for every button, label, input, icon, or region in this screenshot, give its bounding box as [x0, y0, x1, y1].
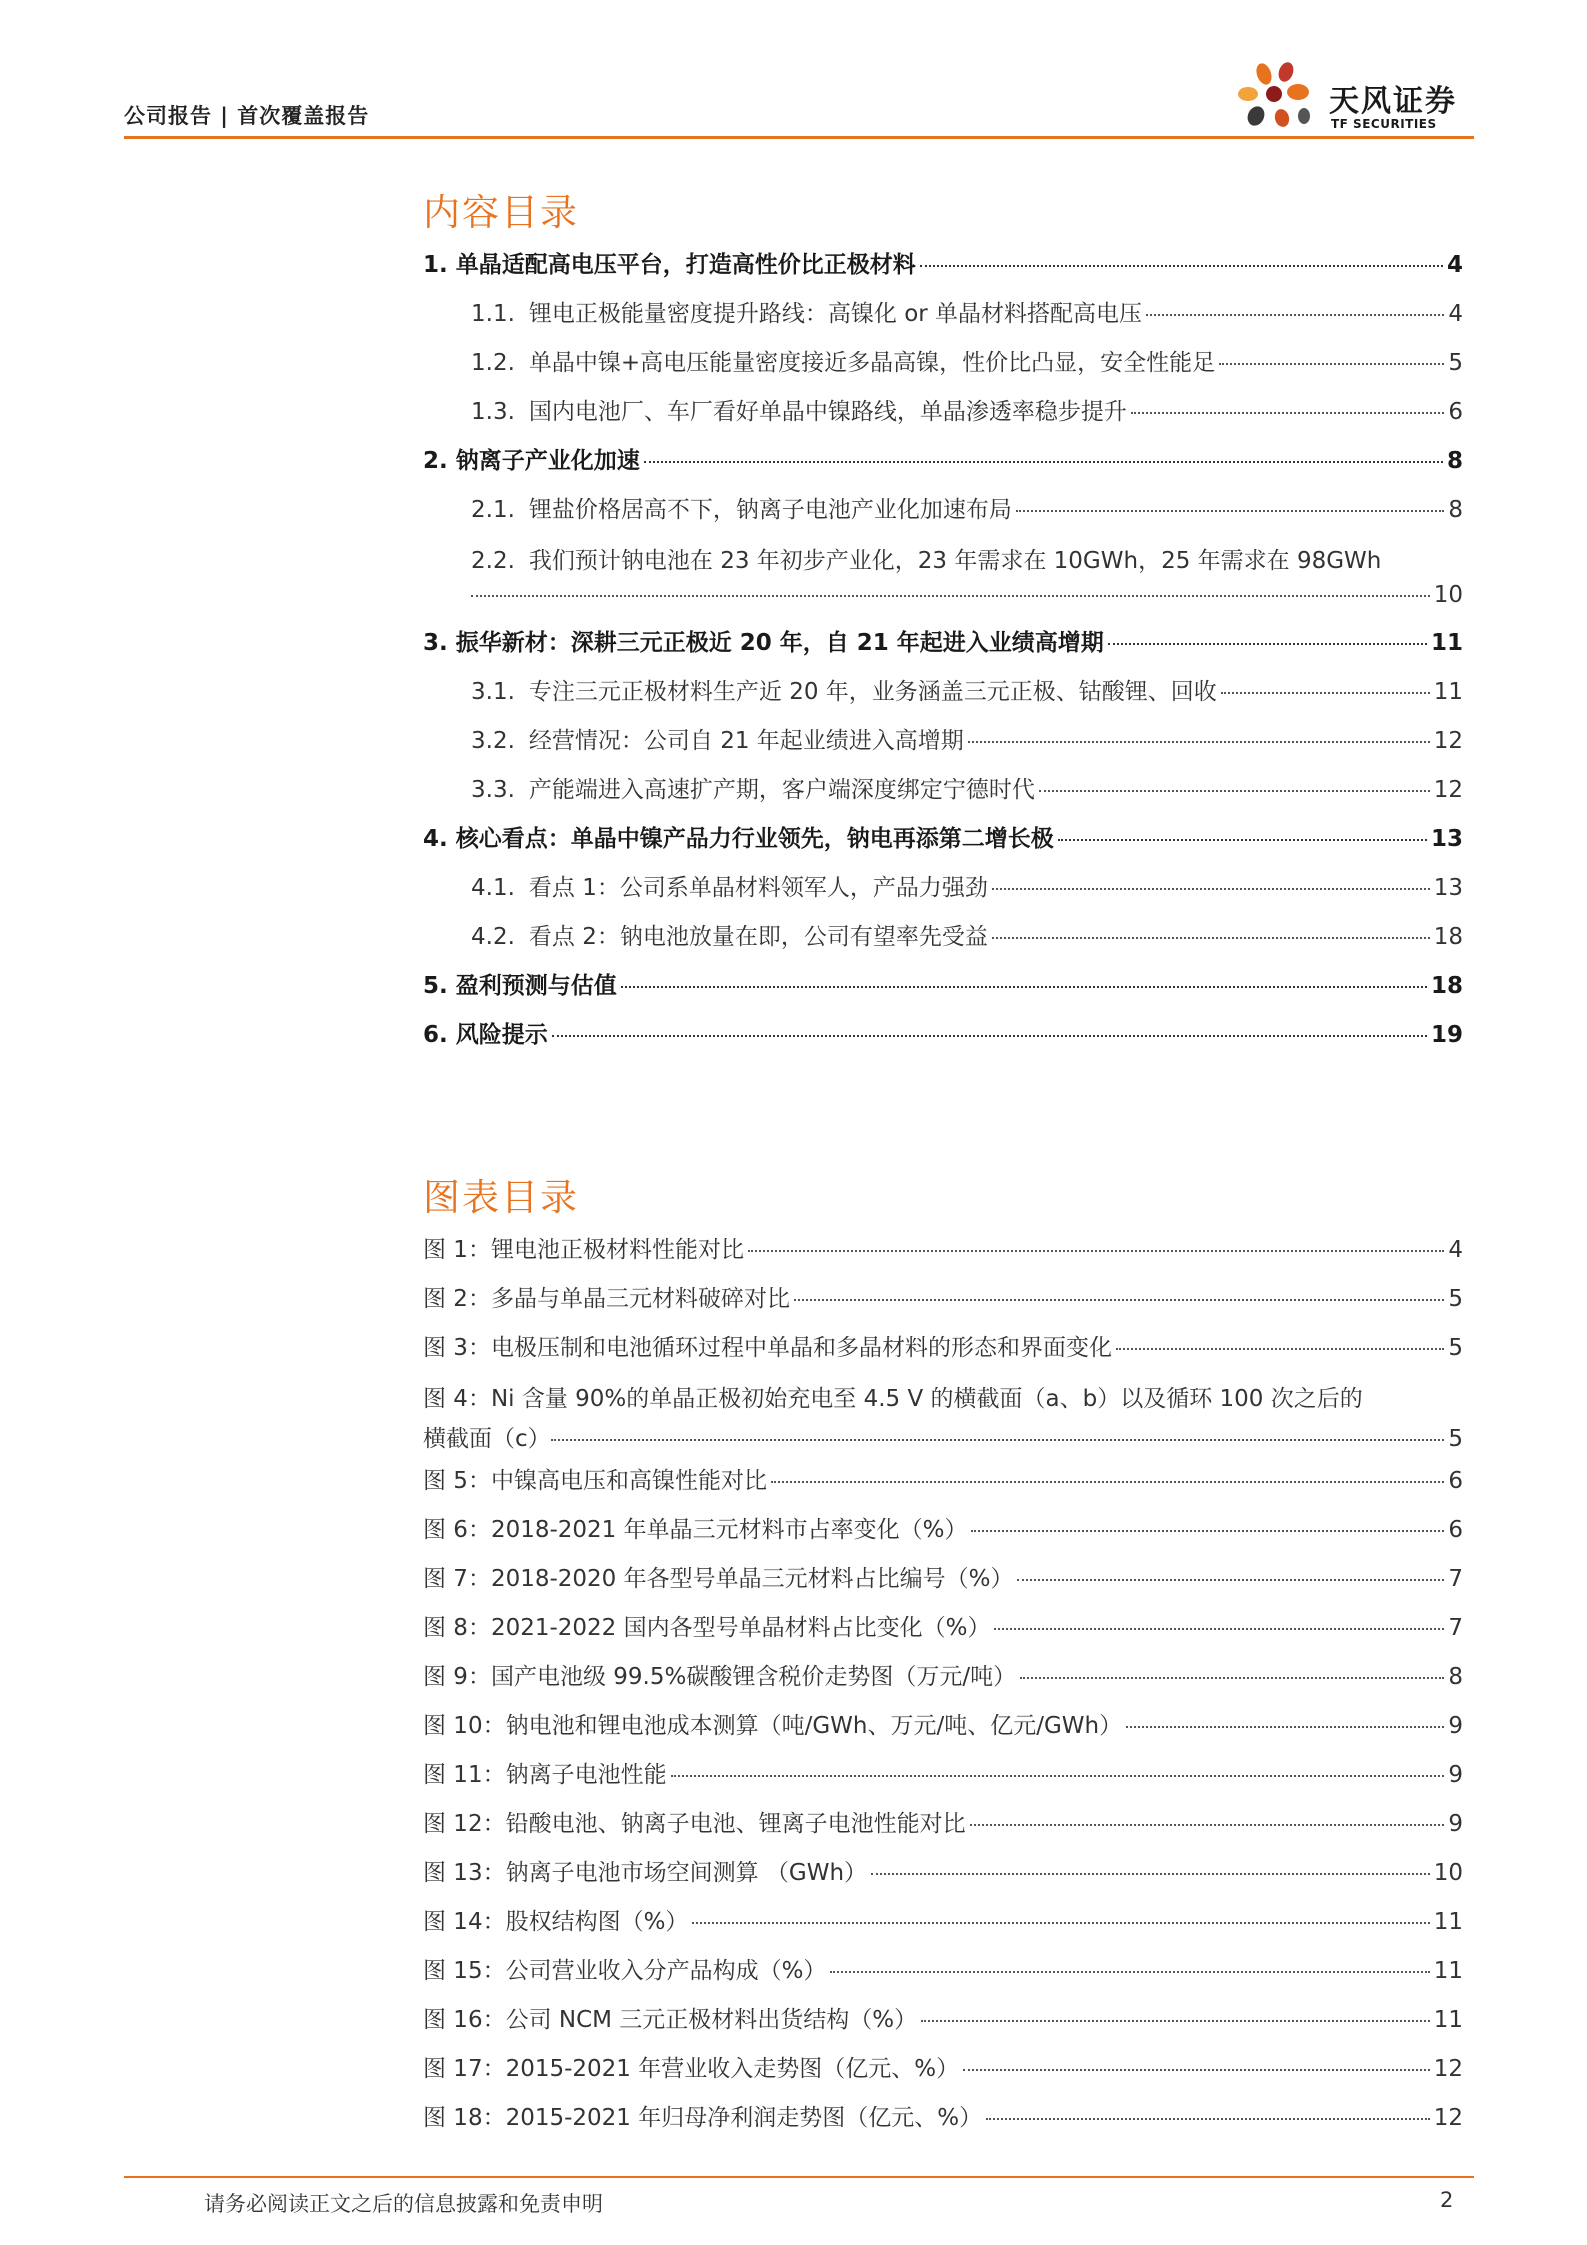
toc-entry-page: 8	[1446, 448, 1463, 474]
toc-entry-text: 专注三元正极材料生产近 20 年，业务涵盖三元正极、钴酸锂、回收	[528, 679, 1217, 705]
toc-entry-text: 我们预计钠电池在 23 年初步产业化，23 年需求在 10GWh，25 年需求在 98GWh	[528, 548, 1382, 574]
figure-entry-continuation	[423, 1420, 1463, 1453]
toc-leader-dots	[644, 461, 1443, 463]
figure-entry-page: 6	[1448, 1468, 1463, 1494]
figure-entry-page: 10	[1433, 1860, 1463, 1886]
flower-logo-icon	[1234, 60, 1326, 134]
toc-entry-page: 18	[1430, 973, 1463, 999]
figure-entry-text: 图 7：2018-2020 年各型号单晶三元材料占比编号（%）	[423, 1566, 1014, 1592]
toc-entry-text: 锂电正极能量密度提升路线：高镍化 or 单晶材料搭配高电压	[528, 301, 1143, 327]
toc-entry-number: 1.2.	[471, 350, 515, 376]
toc-entry-title	[423, 246, 916, 279]
figure-entry-page: 12	[1433, 2056, 1463, 2082]
toc-entry-title	[423, 624, 1104, 657]
figure-leader-dots	[970, 1824, 1445, 1826]
toc-entry-title	[423, 442, 640, 475]
figure-entry[interactable]	[423, 1462, 1463, 1511]
toc-entry-text: 看点 1：公司系单晶材料领军人，产品力强劲	[528, 875, 988, 901]
figure-entry-page: 7	[1448, 1615, 1463, 1641]
figure-entry[interactable]	[423, 1903, 1463, 1952]
toc-entry-page: 5	[1448, 350, 1463, 376]
toc-entry-text: 经营情况：公司自 21 年起业绩进入高增期	[528, 728, 964, 754]
figure-entry-text: 图 2：多晶与单晶三元材料破碎对比	[423, 1286, 790, 1312]
figure-entry[interactable]	[423, 1756, 1463, 1805]
toc-entry-page: 11	[1433, 679, 1463, 705]
toc-entry[interactable]	[423, 393, 1463, 442]
figure-leader-dots	[1126, 1726, 1444, 1728]
figure-entry[interactable]	[423, 1231, 1463, 1280]
toc-entry-number: 1.1.	[471, 301, 515, 327]
figure-entry-page: 5	[1448, 1286, 1463, 1312]
toc-entry-number: 1.3.	[471, 399, 515, 425]
figure-leader-dots	[771, 1481, 1444, 1483]
toc-entry[interactable]	[423, 967, 1463, 1016]
toc-entry-page: 13	[1433, 875, 1463, 901]
figure-list	[423, 1231, 1463, 2148]
company-logo	[1234, 60, 1474, 134]
toc-leader-dots	[1016, 510, 1444, 512]
figure-entry-text: 图 4：Ni 含量 90%的单晶正极初始充电至 4.5 V 的横截面（a、b）以及循环 100 次之后的	[423, 1386, 1363, 1412]
toc-leader-dots	[920, 265, 1443, 267]
figure-leader-dots	[830, 1971, 1429, 1973]
toc-entry-number: 3.	[423, 630, 448, 656]
figure-entry-text: 图 17：2015-2021 年营业收入走势图（亿元、%）	[423, 2056, 960, 2082]
header-title: 公司报告 | 首次覆盖报告	[124, 104, 370, 128]
figure-entry-text-cont: 横截面（c）	[423, 1426, 551, 1452]
toc-entry[interactable]	[423, 820, 1463, 869]
toc-entry-text: 单晶适配高电压平台，打造高性价比正极材料	[455, 252, 916, 278]
toc-leader-dots	[1039, 790, 1430, 792]
figure-entry[interactable]	[423, 2099, 1463, 2148]
toc-leader-dots	[552, 1035, 1427, 1037]
toc-entry-number: 4.	[423, 826, 448, 852]
figure-entry[interactable]	[423, 1854, 1463, 1903]
toc-entry[interactable]	[423, 771, 1463, 820]
toc-entry-title	[471, 393, 1127, 426]
figure-entry-text: 图 8：2021-2022 国内各型号单晶材料占比变化（%）	[423, 1615, 991, 1641]
footer-divider	[124, 2176, 1474, 2178]
figure-leader-dots	[1020, 1677, 1444, 1679]
toc-entry[interactable]	[423, 918, 1463, 967]
toc-leader-dots	[1221, 692, 1430, 694]
toc-entry-title	[471, 540, 1463, 576]
toc-leader-dots	[1108, 643, 1427, 645]
toc-entry-page: 11	[1430, 630, 1463, 656]
figure-entry[interactable]	[423, 1658, 1463, 1707]
figure-entry-text: 图 9：国产电池级 99.5%碳酸锂含税价走势图（万元/吨）	[423, 1664, 1017, 1690]
toc-entry-text: 钠离子产业化加速	[455, 448, 640, 474]
toc-entry-number: 2.	[423, 448, 448, 474]
toc-entry[interactable]	[423, 869, 1463, 918]
toc-entry[interactable]	[423, 344, 1463, 393]
toc-entry-number: 6.	[423, 1022, 448, 1048]
figure-entry[interactable]	[423, 1511, 1463, 1560]
toc-entry-number: 2.1.	[471, 497, 515, 523]
figure-entry-text: 图 10：钠电池和锂电池成本测算（吨/GWh、万元/吨、亿元/GWh）	[423, 1713, 1123, 1739]
toc-entry-page: 8	[1448, 497, 1463, 523]
figure-entry-page: 5	[1448, 1426, 1463, 1452]
toc-leader-dots	[1131, 412, 1444, 414]
toc-entry-text: 看点 2：钠电池放量在即，公司有望率先受益	[528, 924, 988, 950]
figure-entry[interactable]	[423, 2050, 1463, 2099]
toc-entry-page: 18	[1433, 924, 1463, 950]
figure-leader-dots	[748, 1250, 1444, 1252]
figure-entry-page: 7	[1448, 1566, 1463, 1592]
figure-entry[interactable]	[423, 1280, 1463, 1329]
toc-leader-dots	[1146, 314, 1444, 316]
figure-entry-page: 6	[1448, 1517, 1463, 1543]
toc-leader-dots	[621, 986, 1427, 988]
toc-entry-title	[471, 771, 1035, 804]
toc-entry-continuation	[471, 582, 1463, 608]
toc-entry-title	[471, 869, 988, 902]
toc-entry-text: 盈利预测与估值	[455, 973, 617, 999]
toc-entry-title	[471, 344, 1215, 377]
figure-entry-page: 4	[1448, 1237, 1463, 1263]
toc-entry-page: 10	[1433, 582, 1463, 608]
toc-entry-title	[471, 673, 1217, 706]
toc-entry-number: 3.3.	[471, 777, 515, 803]
toc-entry-page: 4	[1446, 252, 1463, 278]
figure-entry[interactable]	[423, 1560, 1463, 1609]
figure-entry-page: 11	[1433, 1909, 1463, 1935]
toc-leader-dots	[471, 595, 1430, 597]
toc-entry[interactable]	[423, 442, 1463, 491]
toc-entry-text: 锂盐价格居高不下，钠离子电池产业化加速布局	[528, 497, 1012, 523]
toc-entry-number: 4.1.	[471, 875, 515, 901]
figure-entry[interactable]	[423, 2001, 1463, 2050]
toc-entry-page: 4	[1448, 301, 1463, 327]
figure-entry-page: 11	[1433, 1958, 1463, 1984]
toc-entry-number: 5.	[423, 973, 448, 999]
figure-leader-dots	[921, 2020, 1430, 2022]
figure-entry-text: 图 6：2018-2021 年单晶三元材料市占率变化（%）	[423, 1517, 968, 1543]
figure-entry-page: 9	[1448, 1713, 1463, 1739]
toc-entry-title	[471, 918, 988, 951]
toc-entry-text: 产能端进入高速扩产期，客户端深度绑定宁德时代	[528, 777, 1035, 803]
toc-entry-title	[423, 1016, 548, 1049]
toc-entry-title	[471, 295, 1142, 328]
toc-entry-title	[423, 820, 1054, 853]
toc-entry-text: 国内电池厂、车厂看好单晶中镍路线，单晶渗透率稳步提升	[528, 399, 1127, 425]
toc-entry-page: 12	[1433, 777, 1463, 803]
toc-entry-page: 19	[1430, 1022, 1463, 1048]
figure-entry-text: 图 16：公司 NCM 三元正极材料出货结构（%）	[423, 2007, 918, 2033]
figure-leader-dots	[671, 1775, 1445, 1777]
figure-leader-dots	[994, 1628, 1444, 1630]
figure-entry-text: 图 15：公司营业收入分产品构成（%）	[423, 1958, 827, 1984]
toc-entry-text: 单晶中镍+高电压能量密度接近多晶高镍，性价比凸显，安全性能足	[528, 350, 1216, 376]
figure-entry[interactable]	[423, 1609, 1463, 1658]
figure-leader-dots	[1116, 1348, 1444, 1350]
figure-entry[interactable]	[423, 1378, 1463, 1462]
figure-leader-dots	[971, 1530, 1444, 1532]
figure-entry-text: 图 3：电极压制和电池循环过程中单晶和多晶材料的形态和界面变化	[423, 1335, 1112, 1361]
toc-entry-text: 振华新材：深耕三元正极近 20 年，自 21 年起进入业绩高增期	[455, 630, 1104, 656]
figure-leader-dots	[692, 1922, 1429, 1924]
figure-entry-page: 9	[1448, 1811, 1463, 1837]
toc-entry-number: 4.2.	[471, 924, 515, 950]
toc-entry-number: 2.2.	[471, 548, 515, 574]
figure-entry-page: 5	[1448, 1335, 1463, 1361]
toc-entry[interactable]	[423, 1016, 1463, 1065]
toc-entry-text: 风险提示	[455, 1022, 548, 1048]
toc-entry[interactable]	[423, 295, 1463, 344]
figure-leader-dots	[1017, 1579, 1444, 1581]
toc-list	[423, 246, 1463, 1065]
figure-entry[interactable]	[423, 1805, 1463, 1854]
figure-entry-page: 12	[1433, 2105, 1463, 2131]
figure-entry[interactable]	[423, 1952, 1463, 2001]
toc-entry-page: 12	[1433, 728, 1463, 754]
figure-leader-dots	[551, 1439, 1445, 1441]
header-divider	[124, 136, 1474, 139]
figure-entry-text: 图 18：2015-2021 年归母净利润走势图（亿元、%）	[423, 2105, 983, 2131]
figure-entry[interactable]	[423, 1329, 1463, 1378]
page-header	[124, 60, 1474, 136]
figure-leader-dots	[963, 2069, 1430, 2071]
logo-english-name: TF SECURITIES	[1331, 117, 1437, 131]
logo-chinese-name: 天风证券	[1329, 84, 1457, 119]
figure-entry-page: 11	[1433, 2007, 1463, 2033]
figure-leader-dots	[794, 1299, 1444, 1301]
figure-entry-text: 图 12：铅酸电池、钠离子电池、锂离子电池性能对比	[423, 1811, 966, 1837]
page-number: 2	[1440, 2188, 1454, 2212]
toc-entry-title	[471, 722, 964, 755]
toc-entry-number: 3.1.	[471, 679, 515, 705]
figure-entry-page: 9	[1448, 1762, 1463, 1788]
toc-entry-number: 1.	[423, 252, 448, 278]
toc-entry[interactable]	[423, 722, 1463, 771]
figure-entry-text: 图 5：中镍高电压和高镍性能对比	[423, 1468, 767, 1494]
toc-entry-page: 6	[1448, 399, 1463, 425]
toc-entry[interactable]	[423, 673, 1463, 722]
toc-entry-text: 核心看点：单晶中镍产品力行业领先，钠电再添第二增长极	[455, 826, 1054, 852]
figure-entry-text: 图 14：股权结构图（%）	[423, 1909, 689, 1935]
figure-entry-text: 图 11：钠离子电池性能	[423, 1762, 667, 1788]
figure-entry-page: 8	[1448, 1664, 1463, 1690]
figure-list-title: 图表目录	[423, 1176, 579, 1219]
toc-entry[interactable]	[423, 540, 1463, 624]
toc-leader-dots	[1058, 839, 1427, 841]
toc-entry-number: 3.2.	[471, 728, 515, 754]
toc-entry[interactable]	[423, 246, 1463, 295]
toc-leader-dots	[992, 937, 1430, 939]
toc-title: 内容目录	[423, 191, 579, 234]
toc-entry[interactable]	[423, 624, 1463, 673]
toc-leader-dots	[968, 741, 1430, 743]
figure-leader-dots	[871, 1873, 1430, 1875]
figure-entry-text: 图 13：钠离子电池市场空间测算 （GWh）	[423, 1860, 868, 1886]
figure-entry[interactable]	[423, 1707, 1463, 1756]
toc-leader-dots	[1219, 363, 1444, 365]
figure-entry-text: 图 1：锂电池正极材料性能对比	[423, 1237, 744, 1263]
toc-entry-title	[471, 491, 1012, 524]
toc-leader-dots	[992, 888, 1430, 890]
toc-entry-title	[423, 967, 617, 1000]
toc-entry[interactable]	[423, 491, 1463, 540]
figure-leader-dots	[986, 2118, 1430, 2120]
toc-entry-page: 13	[1430, 826, 1463, 852]
footer-disclaimer: 请务必阅读正文之后的信息披露和免责申明	[204, 2192, 603, 2216]
